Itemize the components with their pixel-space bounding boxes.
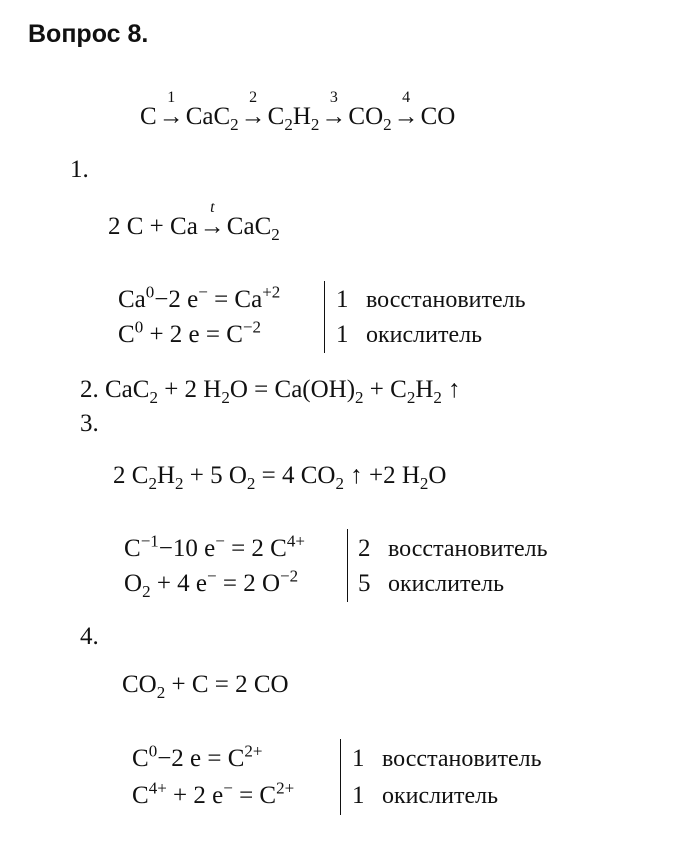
half-reaction-3b: $O_2 + 4$ e− = 2 $O^{-2}$ [124, 566, 299, 601]
chain-arrow-4: 4 → [393, 89, 419, 130]
section-number: 3. [80, 410, 99, 437]
half-reaction-1b: $C^0 + 2$ $e = C^{-2}$ [118, 317, 262, 348]
half-reaction-3a: $C^{-1}-10$ e− = 2 $C^{4+}$ [124, 531, 305, 562]
role-label: окислитель [388, 571, 505, 597]
balance-divider [324, 281, 325, 353]
coefficient: 2 [358, 535, 371, 562]
half-reaction-4b: $C^{4+} + 2$ $e^- = C^{2+}$ [132, 778, 295, 809]
page-title: Вопрос 8. [28, 20, 149, 48]
chain-arrow-3: 3 → [321, 89, 347, 130]
section-number: 1. [70, 156, 89, 183]
heat-label: t [210, 199, 215, 216]
coefficient: 1 [352, 745, 365, 772]
section-number: 4. [80, 623, 99, 650]
equation-3: 2 $C_2H_2 + 5$ $O_2 = 4$ $CO_2$ ↑ +2 $H_2O$ [113, 462, 447, 493]
role-label: восстановитель [366, 287, 526, 313]
equation-2: 2. CaC$_2$ + 2 $H_2O = Ca(OH)_2 + C_2H_2$ ↑ [80, 376, 461, 407]
reaction-arrow: t → [199, 199, 225, 240]
section-number: 2. [80, 376, 99, 403]
half-reaction-4a: $C^0-2$ $e = C^{2+}$ [132, 741, 263, 772]
chain-arrow-2: 2 → [240, 89, 266, 130]
role-label: восстановитель [382, 746, 542, 772]
chain-arrow-1: 1 → [158, 89, 184, 130]
chain-species-c2h2: C [267, 103, 285, 130]
balance-divider [340, 739, 341, 815]
role-label: окислитель [366, 322, 483, 348]
chain-species-co: CO [420, 103, 456, 130]
equation-1: 2 C + Ca t →CaC$_2$ [108, 199, 280, 244]
balance-divider [347, 529, 348, 602]
chain-species-cac2: CaC [185, 103, 231, 130]
coefficient: 5 [358, 570, 371, 597]
chain-species-co2: CO [348, 103, 384, 130]
chain-step-label: 2 [249, 89, 258, 106]
chain-step-label: 1 [167, 89, 176, 106]
chain-step-label: 4 [402, 89, 411, 106]
coefficient: 1 [336, 321, 349, 348]
coefficient: 1 [336, 286, 349, 313]
coefficient: 1 [352, 782, 365, 809]
equation-4: $CO_2 + C = 2$ CO [122, 671, 289, 702]
role-label: окислитель [382, 783, 499, 809]
chain-species-c: C [140, 103, 157, 130]
role-label: восстановитель [388, 536, 548, 562]
chain-step-label: 3 [329, 89, 338, 106]
reaction-chain: C 1 →CaC$_2$ 2 $\to C_2H_2$ 3 $\to CO_2$ 4 →CO [140, 89, 456, 134]
half-reaction-1a: $Ca^0-2$ $e^- = Ca^{+2}$ [118, 282, 281, 313]
